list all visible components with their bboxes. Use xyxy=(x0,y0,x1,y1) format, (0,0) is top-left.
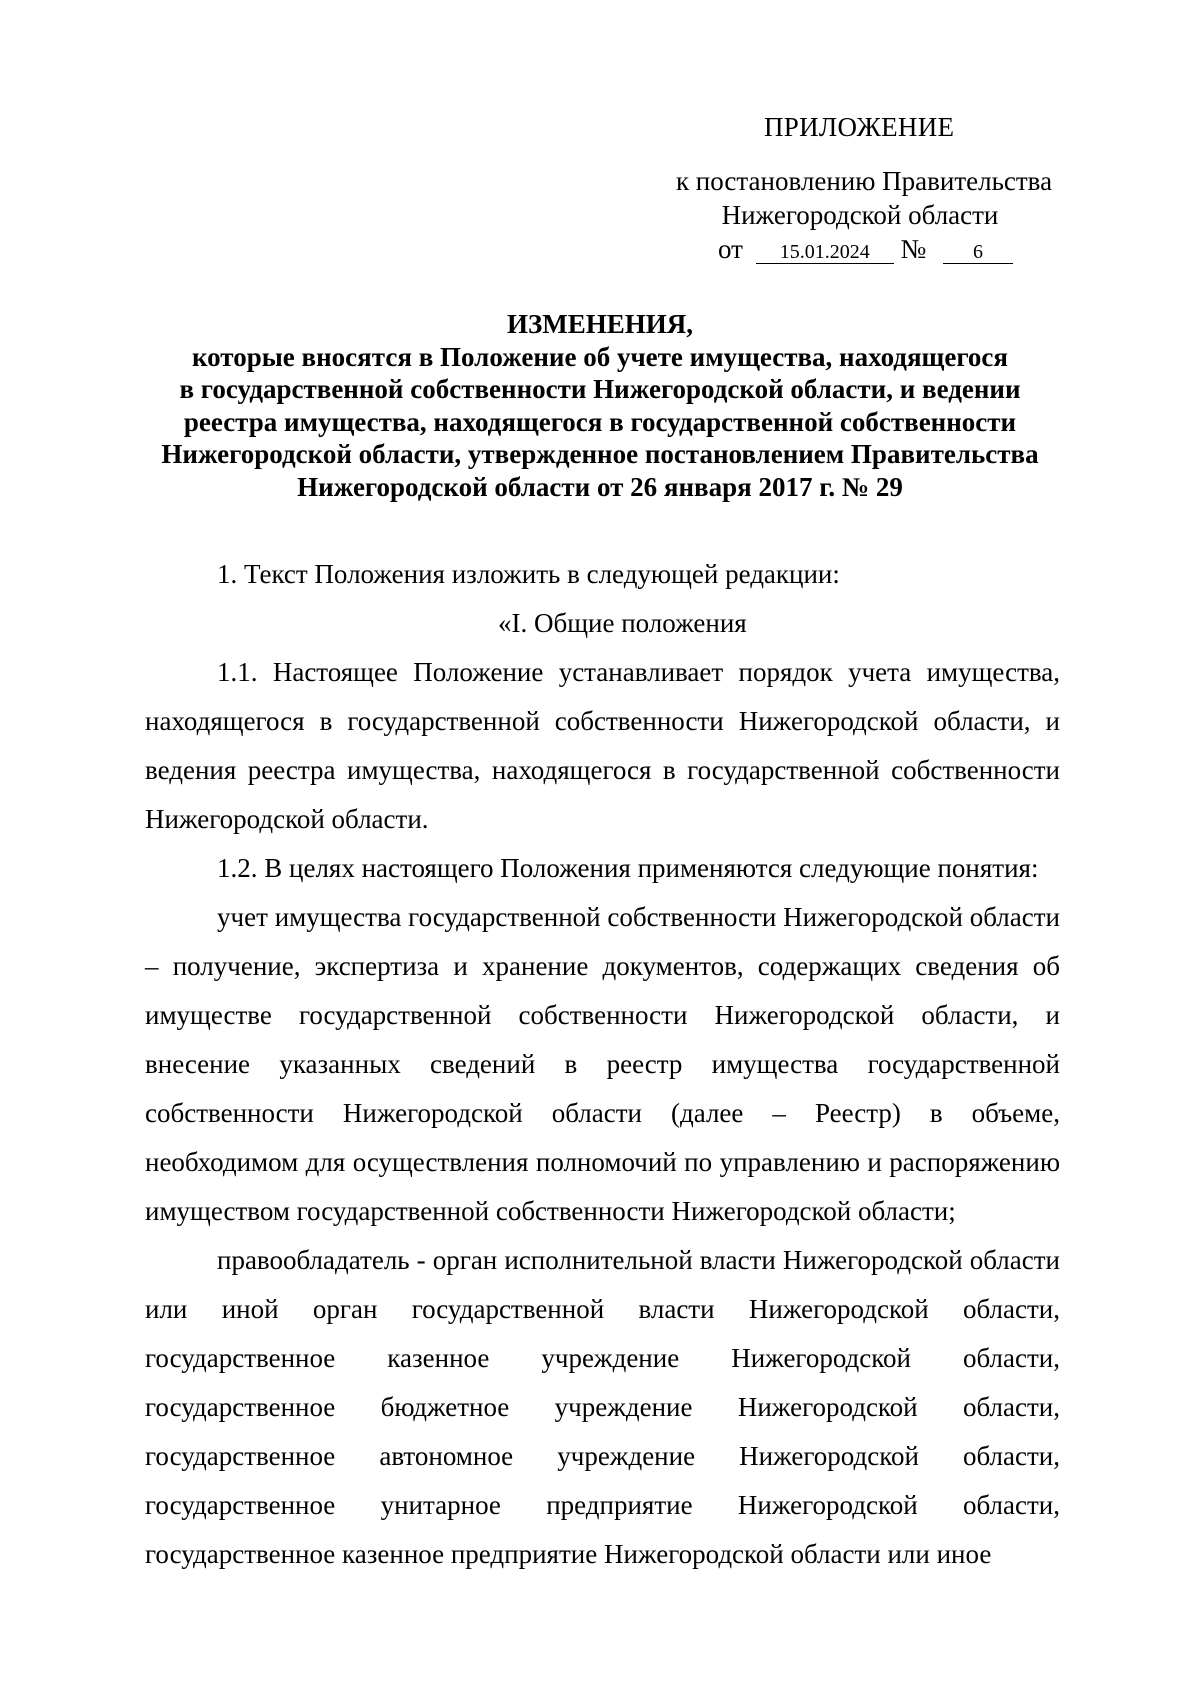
heading-line: реестра имущества, находящегося в государственной собственности xyxy=(183,406,1017,437)
document-body xyxy=(145,550,1060,1579)
document-heading xyxy=(130,308,1070,503)
appendix-title: ПРИЛОЖЕНИЕ xyxy=(764,112,955,142)
appendix-line-region: Нижегородской области xyxy=(721,200,999,230)
paragraph-1-1: 1.1. Настоящее Положение устанавливает порядок учета имущества, находящегося в государственной собственности Нижегородской области, и ведения реестра имущества, находящегося в государственной собственности Нижегородской области. xyxy=(145,657,1060,834)
heading-title: ИЗМЕНЕНИЯ, xyxy=(506,309,693,339)
resolution-number: 6 xyxy=(943,241,1013,264)
resolution-date: 15.01.2024 xyxy=(756,241,894,264)
from-label: от xyxy=(718,234,743,264)
paragraph-definition-accounting: учет имущества государственной собственности Нижегородской области – получение, экспертиза и хранение документов, содержащих сведения об имуществе государственной собственности Нижегородской области, и внесение указанных сведений в реестр имущества государственной собственности Нижегородской области (далее – Реестр) в объеме, необходимом для осуществления полномочий по управлению и распоряжению имуществом государственной собственности Нижегородской области; xyxy=(145,902,1060,1226)
paragraph-1-2: 1.2. В целях настоящего Положения применяются следующие понятия: xyxy=(217,853,1039,883)
paragraph-definition-rightholder: правообладатель - орган исполнительной власти Нижегородской области или иной орган государственной власти Нижегородской области, государственное казенное учреждение Нижегородской области, государственное бюджетное учреждение Нижегородской области, государственное автономное учреждение Нижегородской области, государственное унитарное предприятие Нижегородской области, государственное казенное предприятие Нижегородской области или иное xyxy=(145,1245,1060,1569)
appendix-block xyxy=(640,110,1080,266)
paragraph-text-edition: 1. Текст Положения изложить в следующей редакции: xyxy=(217,559,840,589)
heading-line: Нижегородской области, утвержденное постановлением Правительства xyxy=(161,439,1039,469)
heading-line: в государственной собственности Нижегородской области, и ведении xyxy=(179,374,1021,404)
appendix-date-line xyxy=(640,232,1080,266)
section-title: «I. Общие положения xyxy=(498,608,747,638)
heading-line: которые вносятся в Положение об учете имущества, находящегося xyxy=(191,341,1009,372)
appendix-line-resolution: к постановлению Правительства xyxy=(675,166,1053,196)
heading-line: Нижегородской области от 26 января 2017 г. № 29 xyxy=(297,471,903,502)
number-label: № xyxy=(900,234,927,264)
